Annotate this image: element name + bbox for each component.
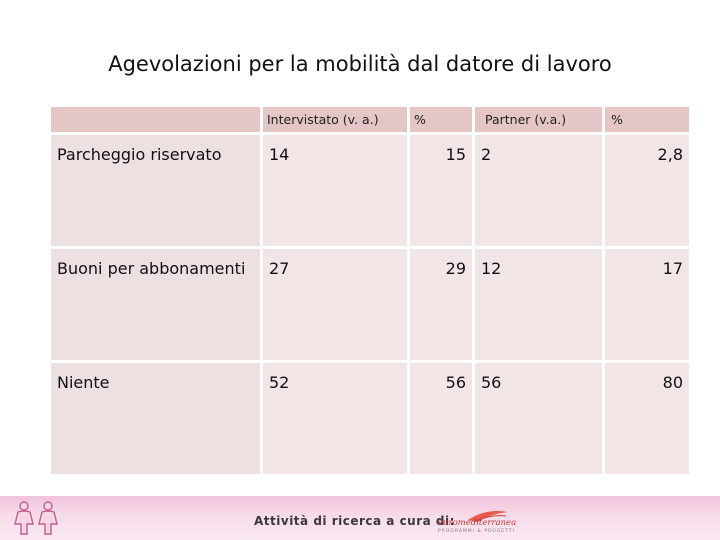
- row-label: Niente: [50, 362, 262, 476]
- cell-partner-pct: 17: [604, 248, 691, 362]
- row-label: Parcheggio riservato: [50, 134, 262, 248]
- cell-partner-pct: 80: [604, 362, 691, 476]
- header-partner-pct: %: [604, 106, 691, 134]
- header-cell-empty: [50, 106, 262, 134]
- cell-intervistato-pct: 29: [409, 248, 474, 362]
- table-row: [50, 362, 691, 476]
- footer-banner: [0, 496, 720, 540]
- cell-partner-va: 12: [474, 248, 604, 362]
- logo-name: euromediterranea: [438, 518, 517, 528]
- cell-intervistato-va: 14: [262, 134, 409, 248]
- header-intervistato-pct: %: [409, 106, 474, 134]
- two-women-icon: [10, 500, 62, 536]
- slide-title: Agevolazioni per la mobilità dal datore di lavoro: [108, 52, 612, 76]
- footer-credit-text: Attività di ricerca a cura di:: [254, 514, 455, 528]
- header-partner-va: Partner (v.a.): [474, 106, 604, 134]
- logo-subtitle: PROGRAMMI & PROGETTI: [438, 529, 515, 534]
- cell-partner-va: 2: [474, 134, 604, 248]
- table-header-row: [50, 106, 691, 134]
- header-intervistato-va: Intervistato (v. a.): [262, 106, 409, 134]
- cell-intervistato-va: 27: [262, 248, 409, 362]
- row-label: Buoni per abbonamenti: [50, 248, 262, 362]
- cell-partner-va: 56: [474, 362, 604, 476]
- cell-intervistato-pct: 56: [409, 362, 474, 476]
- mobility-table: [48, 104, 692, 477]
- cell-partner-pct: 2,8: [604, 134, 691, 248]
- cell-intervistato-va: 52: [262, 362, 409, 476]
- table-row: [50, 248, 691, 362]
- cell-intervistato-pct: 15: [409, 134, 474, 248]
- table-row: [50, 134, 691, 248]
- euromediterranea-logo: [438, 510, 520, 534]
